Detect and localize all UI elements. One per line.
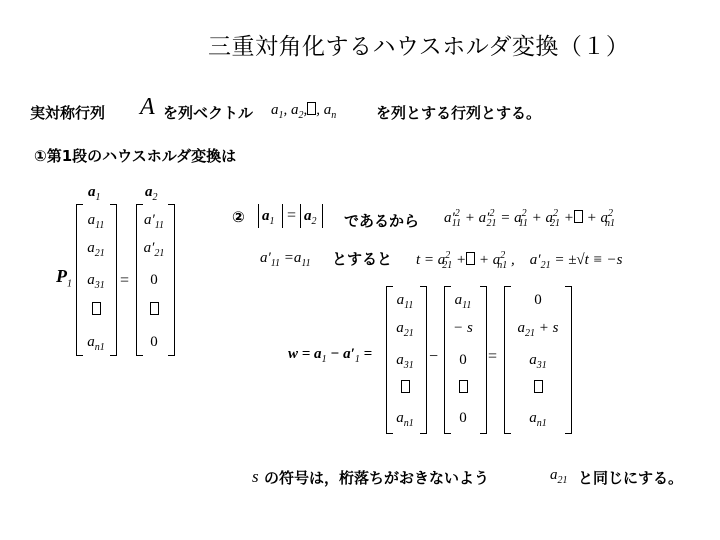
w-col-a-entry bbox=[390, 380, 420, 397]
vector-a-symbol: a bbox=[271, 102, 279, 118]
set-a11: $a'_{11} =a_{11}$ bbox=[260, 250, 311, 269]
col2-entry: $a'_{21}$ bbox=[143, 240, 165, 259]
intro-middle: を列ベクトル bbox=[163, 104, 254, 122]
vector-tail: , a bbox=[316, 102, 332, 118]
column-vectors: $a_1$, $a_2$, , $a_n$ bbox=[271, 102, 337, 121]
sign-note-end: と同じにする。 bbox=[578, 469, 684, 487]
step1-text: ①第1段のハウスホルダ変換は bbox=[34, 147, 237, 165]
w-right-bracket-1 bbox=[420, 286, 427, 434]
norm-equation: $a'^2_{11} + a'^2_{21} = a^2_{11} + a^2_{21}$ + + $a^2_{n1}$ bbox=[444, 208, 615, 229]
w-col-a-entry: $a_{11}$ bbox=[396, 292, 414, 311]
w-col-c-entry: $a_{31}$ bbox=[529, 352, 547, 371]
w-col-b-entry: 0 bbox=[459, 352, 467, 368]
matrix-symbol-a: A bbox=[140, 94, 155, 120]
w-definition: $w = a_1 - a'_1$ = bbox=[288, 346, 373, 365]
s-symbol: s bbox=[252, 467, 259, 486]
minus-sign: − bbox=[429, 348, 439, 365]
p1-symbol: $P_1$ bbox=[56, 266, 72, 290]
col1-entry bbox=[82, 302, 110, 319]
placeholder-box bbox=[307, 102, 316, 115]
w-right-bracket-2 bbox=[480, 286, 487, 434]
col2-entry: 0 bbox=[150, 272, 158, 288]
a21-symbol: $a_{21}$ bbox=[550, 467, 568, 486]
col2-entry: $a'_{11}$ bbox=[143, 212, 165, 231]
w-col-b-entry bbox=[448, 380, 478, 397]
t-definition: $t = a^2_{21}$ + + $a^2_{n1}$ , $a'_{21} = \pm√t \equiv -s$ bbox=[416, 250, 623, 271]
equals-sign-1: = bbox=[120, 272, 130, 289]
sign-note: の符号は，桁落ちがおきないよう bbox=[264, 469, 490, 487]
intro-prefix: 実対称行列 bbox=[30, 104, 106, 122]
col1-entry: $a_{n1}$ bbox=[87, 334, 105, 353]
norm-a2: $a_2$ bbox=[304, 208, 317, 227]
page-title: 三重対角化するハウスホルダ変換（１） bbox=[208, 34, 630, 60]
col1-header: $a_1$ bbox=[88, 184, 101, 203]
col2-entry bbox=[140, 302, 168, 319]
col1-entry: $a_{31}$ bbox=[87, 272, 105, 291]
col1-entry: $a_{21}$ bbox=[87, 240, 105, 259]
col2-header: $a_2$ bbox=[145, 184, 158, 203]
w-col-b-entry: 0 bbox=[459, 410, 467, 426]
w-col-a-entry: $a_{n1}$ bbox=[396, 410, 414, 429]
w-col-c-entry: $a_{n1}$ bbox=[529, 410, 547, 429]
because-text: であるから bbox=[344, 212, 420, 230]
w-col-c-entry: $a_{21} + s$ bbox=[517, 320, 559, 339]
w-right-bracket-3 bbox=[565, 286, 572, 434]
norm-a1: $a_1$ bbox=[262, 208, 275, 227]
w-col-c-entry bbox=[510, 380, 566, 397]
equals-sign-2: = bbox=[488, 348, 498, 365]
w-col-c-entry: 0 bbox=[534, 292, 542, 308]
right-bracket-2 bbox=[168, 204, 175, 356]
col2-entry: 0 bbox=[150, 334, 158, 350]
w-col-a-entry: $a_{21}$ bbox=[396, 320, 414, 339]
right-bracket-1 bbox=[110, 204, 117, 356]
col1-entry: $a_{11}$ bbox=[87, 212, 105, 231]
w-col-a-entry: $a_{31}$ bbox=[396, 352, 414, 371]
set-text: とすると bbox=[332, 250, 393, 268]
vector-n-sub: n bbox=[331, 110, 337, 121]
step2-marker: ② bbox=[232, 208, 245, 226]
intro-suffix: を列とする行列とする。 bbox=[376, 104, 542, 122]
w-col-b-entry: $a_{11}$ bbox=[454, 292, 472, 311]
w-col-b-entry: − s bbox=[453, 320, 473, 336]
